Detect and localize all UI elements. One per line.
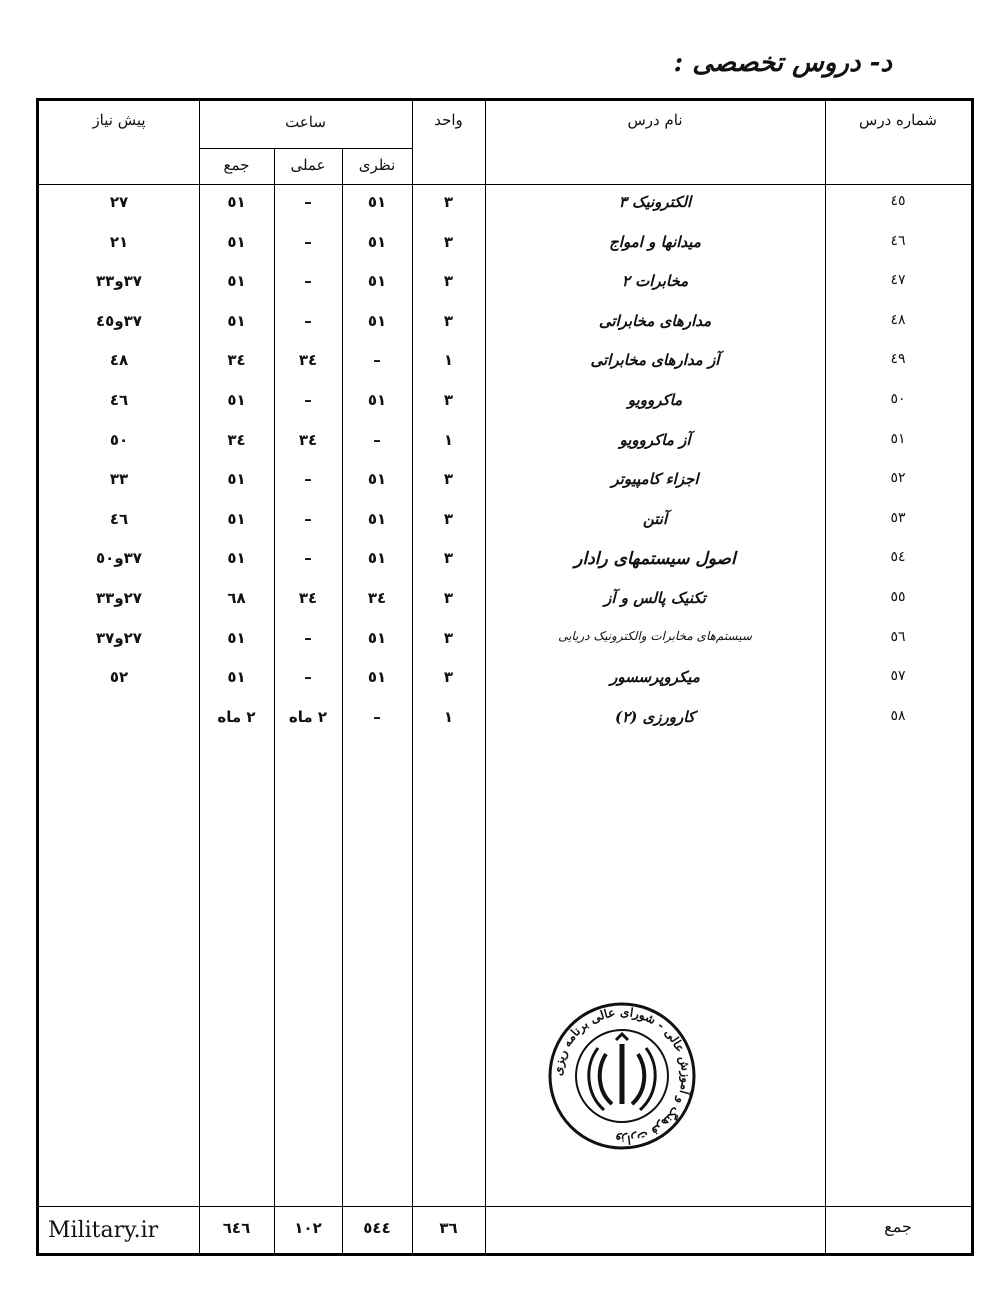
row-12-name: سیستم‌های مخابرات والکترونیک دریایی [558, 628, 752, 643]
header-total: جمع [223, 156, 250, 174]
row-13-name: میکروپرسسور [610, 668, 700, 687]
row-5-prereq: ٤۸ [109, 351, 129, 370]
row-8-practical: – [304, 470, 312, 489]
row-9-practical: – [304, 509, 312, 528]
row-3-total: ٥١ [227, 272, 246, 291]
header-bottom-line [39, 184, 971, 185]
row-4-unit: ۳ [443, 311, 454, 330]
row-14-practical: ۲ ماه [288, 707, 328, 726]
row-14-code: ٥۸ [890, 707, 906, 724]
row-14-theory: – [373, 707, 381, 726]
row-9-code: ٥۳ [890, 509, 906, 526]
row-5-unit: ۱ [443, 351, 454, 370]
row-10-theory: ٥١ [367, 549, 387, 568]
header-code: شماره درس [859, 111, 937, 129]
row-11-theory: ۳٤ [367, 589, 387, 607]
row-14-total: ۲ ماه [217, 707, 256, 726]
row-7-code: ٥١ [890, 430, 906, 447]
row-3-theory: ٥١ [367, 272, 387, 291]
row-9-name: آنتن [642, 509, 668, 528]
brand-watermark: Military.ir [48, 1218, 159, 1243]
row-4-prereq: ۳۷و٤٥ [96, 311, 142, 330]
row-11-prereq: ۲۷و۳۳ [96, 589, 142, 607]
row-8-prereq: ۳۳ [109, 470, 129, 489]
row-4-theory: ٥١ [367, 311, 387, 330]
row-6-name: ماکروویو [627, 391, 683, 409]
row-9-total: ٥١ [227, 509, 246, 528]
row-5-theory: – [373, 351, 381, 370]
footer-practical: ۱۰۲ [294, 1219, 322, 1237]
row-11-code: ٥٥ [890, 589, 906, 605]
row-2-theory: ٥١ [367, 232, 387, 251]
header-prereq: پیش نیاز [92, 111, 146, 129]
row-1-practical: – [304, 193, 312, 211]
row-7-name: آز ماکروویو [619, 430, 691, 449]
row-1-code: ٤٥ [890, 193, 906, 209]
row-3-prereq: ۳۷و۳۳ [96, 272, 142, 291]
footer-total: ٦٤٦ [222, 1219, 251, 1237]
row-4-practical: – [304, 311, 312, 330]
row-6-unit: ۳ [443, 391, 454, 409]
row-11-name: تکنیک پالس و آز [604, 589, 706, 607]
svg-text:وزارت فرهنگ و آموزش عالی - شور: وزارت فرهنگ و آموزش عالی - شورای عالی برنامه ریزی [550, 1004, 694, 1148]
row-2-unit: ۳ [443, 232, 454, 251]
row-10-code: ٥٤ [890, 549, 906, 566]
row-13-prereq: ٥۲ [109, 668, 129, 687]
row-8-total: ٥١ [227, 470, 246, 489]
row-6-total: ٥١ [227, 391, 246, 409]
row-10-unit: ۳ [443, 549, 454, 568]
row-13-code: ٥٧ [890, 668, 906, 685]
row-3-practical: – [304, 272, 312, 291]
row-12-practical: – [304, 628, 312, 647]
row-12-code: ٥٦ [890, 628, 906, 645]
row-13-practical: – [304, 668, 312, 687]
row-2-name: میدانها و امواج [609, 232, 701, 251]
row-11-practical: ۳٤ [298, 589, 318, 607]
row-1-prereq: ۲۷ [109, 193, 129, 211]
row-1-total: ٥١ [227, 193, 246, 211]
row-8-code: ٥۲ [890, 470, 906, 487]
row-7-unit: ۱ [443, 430, 454, 449]
row-10-prereq: ۳۷و٥۰ [96, 549, 142, 568]
row-1-unit: ۳ [443, 193, 454, 211]
row-4-total: ٥١ [227, 311, 246, 330]
row-3-code: ٤٧ [890, 272, 906, 289]
page-title: د- دروس تخصصی : [673, 48, 892, 78]
row-5-name: آز مدارهای مخابراتی [590, 351, 720, 370]
row-9-unit: ۳ [443, 509, 454, 528]
row-11-total: ٦۸ [227, 589, 246, 607]
footer-top-line [39, 1206, 971, 1207]
row-10-total: ٥١ [227, 549, 246, 568]
row-6-code: ٥۰ [890, 391, 906, 407]
row-7-total: ۳٤ [227, 430, 246, 449]
row-10-name: اصول سیستمهای رادار [574, 549, 736, 570]
row-10-practical: – [304, 549, 312, 568]
row-3-name: مخابرات ۲ [621, 272, 689, 291]
row-13-unit: ۳ [443, 668, 454, 687]
header-theory: نظری [358, 156, 396, 174]
row-12-prereq: ۲۷و۳۷ [96, 628, 142, 647]
row-7-practical: ۳٤ [298, 430, 318, 449]
row-3-unit: ۳ [443, 272, 454, 291]
row-8-name: اجزاء کامپیوتر [611, 470, 699, 489]
row-6-theory: ٥١ [367, 391, 387, 409]
row-14-unit: ۱ [443, 707, 454, 726]
footer-unit: ۳٦ [439, 1219, 458, 1237]
row-6-prereq: ٤٦ [109, 391, 129, 409]
row-5-code: ٤٩ [890, 351, 906, 368]
row-1-name: الکترونیک ۳ [618, 193, 692, 211]
row-2-practical: – [304, 232, 312, 251]
row-9-theory: ٥١ [367, 509, 387, 528]
header-unit: واحد [434, 111, 463, 129]
header-practical: عملی [290, 156, 326, 174]
iran-emblem-seal-icon [546, 1000, 698, 1152]
row-12-theory: ٥١ [367, 628, 387, 647]
row-13-theory: ٥١ [367, 668, 387, 687]
row-2-total: ٥١ [227, 232, 246, 251]
row-14-name: کارورزی (۲) [615, 707, 695, 726]
row-2-prereq: ۲۱ [109, 232, 129, 251]
row-13-total: ٥١ [227, 668, 246, 687]
footer-label: جمع [884, 1217, 912, 1236]
row-4-name: مدارهای مخابراتی [598, 311, 712, 330]
row-5-practical: ۳٤ [298, 351, 318, 370]
row-12-total: ٥١ [227, 628, 246, 647]
row-12-unit: ۳ [443, 628, 454, 647]
row-5-total: ۳٤ [227, 351, 246, 370]
row-11-unit: ۳ [443, 589, 454, 607]
row-4-code: ٤٨ [890, 311, 906, 328]
row-7-theory: – [373, 430, 381, 449]
row-2-code: ٤٦ [890, 232, 906, 249]
header-name: نام درس [627, 111, 683, 129]
footer-theory: ٥٤٤ [363, 1219, 391, 1237]
row-6-practical: – [304, 391, 312, 409]
row-7-prereq: ٥۰ [109, 430, 129, 449]
row-1-theory: ٥١ [367, 193, 387, 211]
course-table [36, 98, 974, 1256]
row-8-unit: ۳ [443, 470, 454, 489]
row-9-prereq: ٤٦ [109, 509, 129, 528]
header-hours: ساعت [285, 113, 326, 131]
hours-subheader-line [199, 148, 412, 149]
row-8-theory: ٥١ [367, 470, 387, 489]
